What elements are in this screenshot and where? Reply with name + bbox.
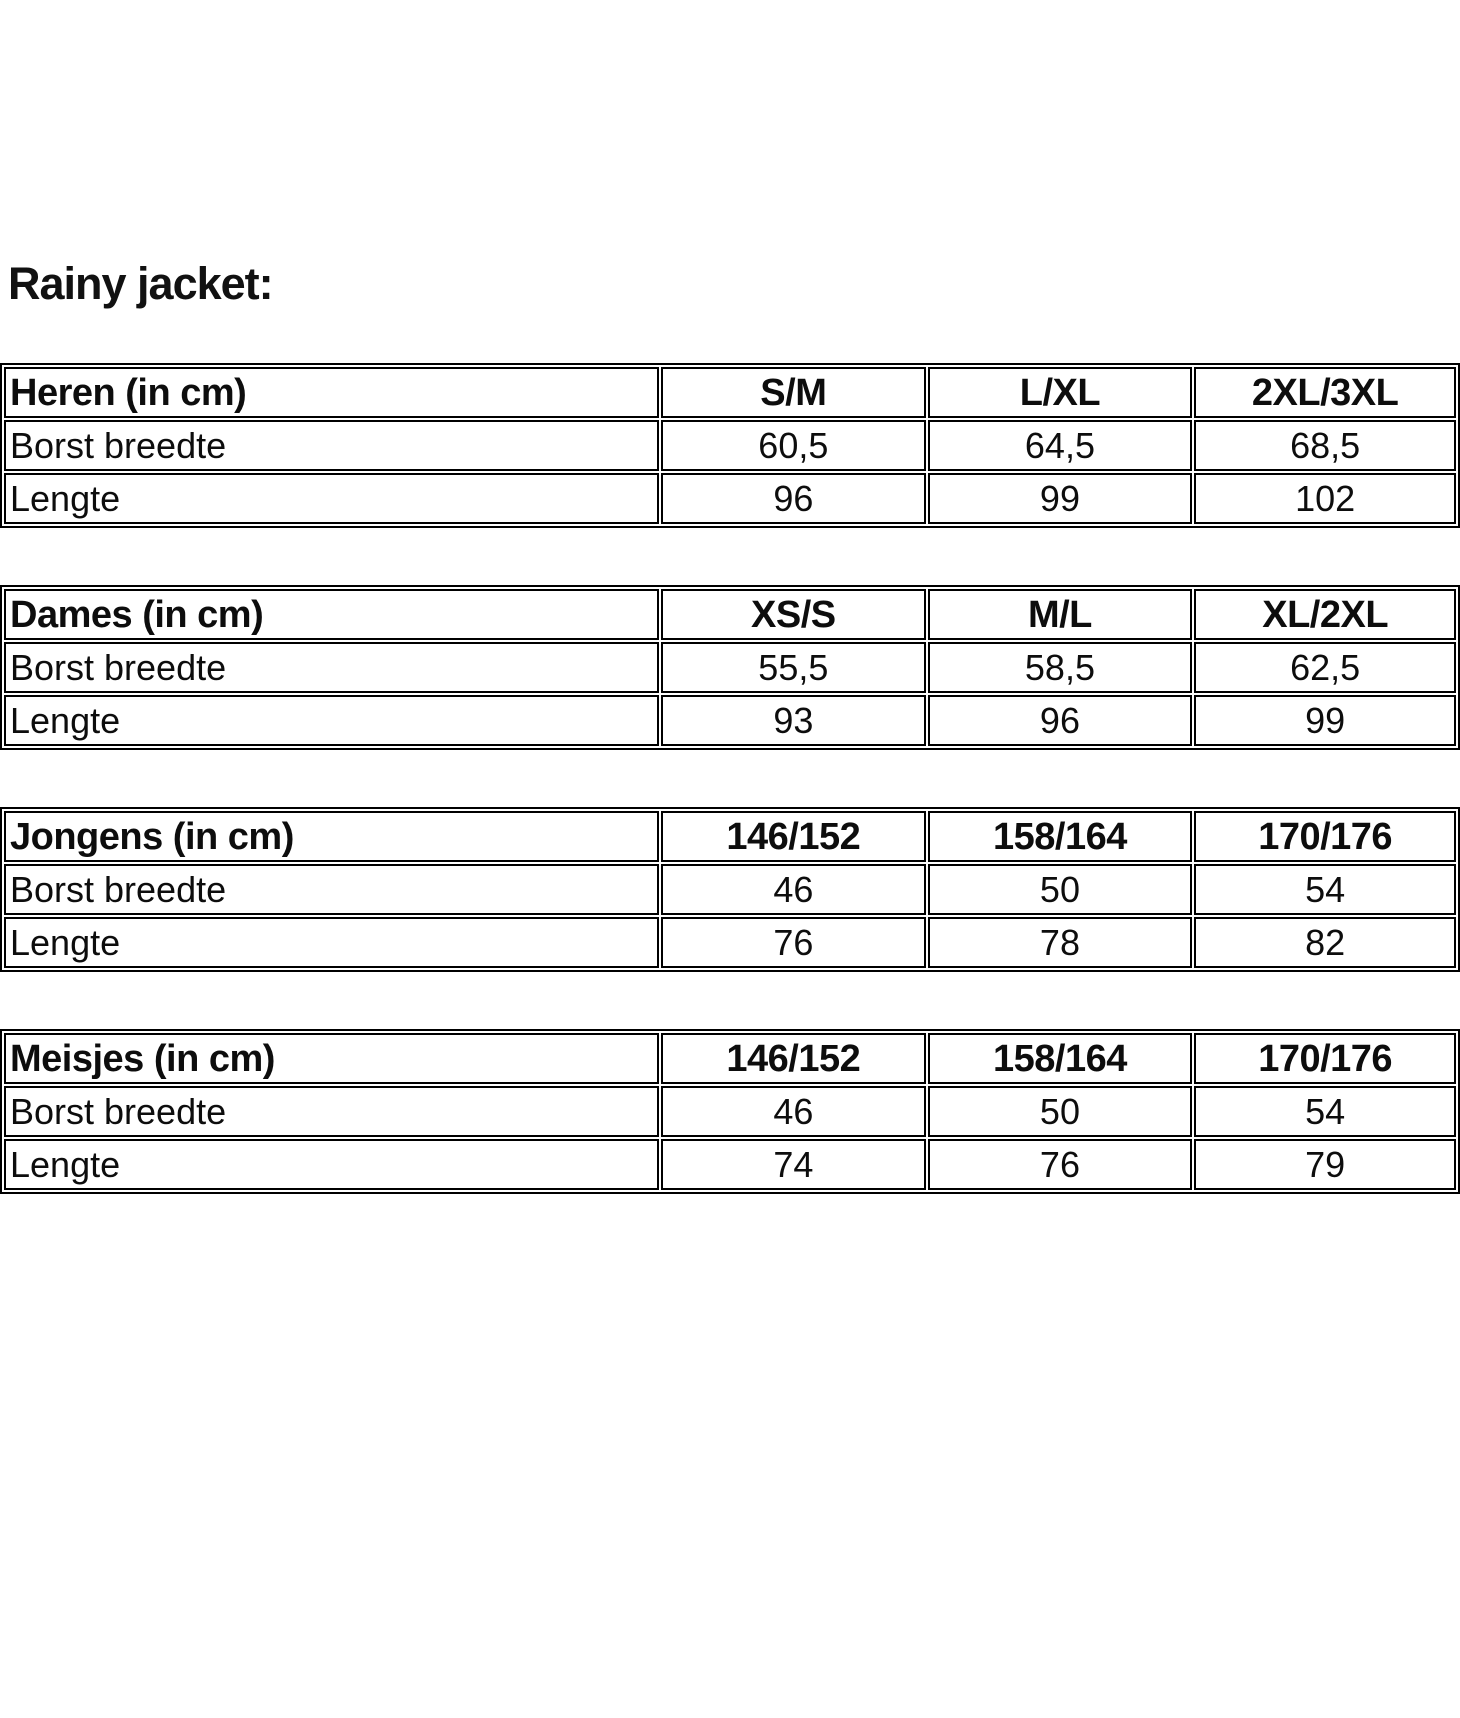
size-column-header: L/XL — [928, 367, 1193, 418]
table-row — [4, 1139, 1456, 1190]
size-column-header: XS/S — [661, 589, 926, 640]
row-label: Lengte — [4, 695, 659, 746]
table-title: Dames (in cm) — [4, 589, 659, 640]
size-column-header: 2XL/3XL — [1194, 367, 1456, 418]
row-label: Borst breedte — [4, 1086, 659, 1137]
value-cell: 64,5 — [928, 420, 1193, 471]
value-cell: 99 — [928, 473, 1193, 524]
size-table-meisjes — [0, 1029, 1460, 1194]
row-label: Lengte — [4, 473, 659, 524]
row-label: Borst breedte — [4, 642, 659, 693]
value-cell: 68,5 — [1194, 420, 1456, 471]
size-table-heren — [0, 363, 1460, 528]
size-column-header: 146/152 — [661, 811, 926, 862]
table-row — [4, 917, 1456, 968]
value-cell: 93 — [661, 695, 926, 746]
row-label: Lengte — [4, 917, 659, 968]
value-cell: 76 — [661, 917, 926, 968]
size-column-header: XL/2XL — [1194, 589, 1456, 640]
row-label: Borst breedte — [4, 864, 659, 915]
value-cell: 54 — [1194, 1086, 1456, 1137]
value-cell: 82 — [1194, 917, 1456, 968]
table-title: Meisjes (in cm) — [4, 1033, 659, 1084]
value-cell: 46 — [661, 1086, 926, 1137]
value-cell: 54 — [1194, 864, 1456, 915]
value-cell: 62,5 — [1194, 642, 1456, 693]
row-label: Lengte — [4, 1139, 659, 1190]
value-cell: 79 — [1194, 1139, 1456, 1190]
size-column-header: 170/176 — [1194, 1033, 1456, 1084]
value-cell: 46 — [661, 864, 926, 915]
value-cell: 102 — [1194, 473, 1456, 524]
table-title: Heren (in cm) — [4, 367, 659, 418]
size-column-header: M/L — [928, 589, 1193, 640]
value-cell: 76 — [928, 1139, 1193, 1190]
size-column-header: 158/164 — [928, 811, 1193, 862]
table-header-row — [4, 1033, 1456, 1084]
value-cell: 99 — [1194, 695, 1456, 746]
value-cell: 78 — [928, 917, 1193, 968]
size-column-header: 158/164 — [928, 1033, 1193, 1084]
value-cell: 96 — [928, 695, 1193, 746]
size-column-header: S/M — [661, 367, 926, 418]
table-header-row — [4, 811, 1456, 862]
size-column-header: 170/176 — [1194, 811, 1456, 862]
table-row — [4, 1086, 1456, 1137]
size-table-jongens — [0, 807, 1460, 972]
size-table-dames — [0, 585, 1460, 750]
page-title: Rainy jacket: — [8, 258, 273, 309]
table-row — [4, 473, 1456, 524]
table-row — [4, 420, 1456, 471]
value-cell: 74 — [661, 1139, 926, 1190]
value-cell: 58,5 — [928, 642, 1193, 693]
table-title: Jongens (in cm) — [4, 811, 659, 862]
value-cell: 50 — [928, 864, 1193, 915]
value-cell: 96 — [661, 473, 926, 524]
value-cell: 50 — [928, 1086, 1193, 1137]
size-column-header: 146/152 — [661, 1033, 926, 1084]
table-row — [4, 695, 1456, 746]
table-row — [4, 864, 1456, 915]
size-chart-document — [0, 258, 1460, 1718]
row-label: Borst breedte — [4, 420, 659, 471]
table-header-row — [4, 367, 1456, 418]
value-cell: 60,5 — [661, 420, 926, 471]
value-cell: 55,5 — [661, 642, 926, 693]
table-header-row — [4, 589, 1456, 640]
table-row — [4, 642, 1456, 693]
